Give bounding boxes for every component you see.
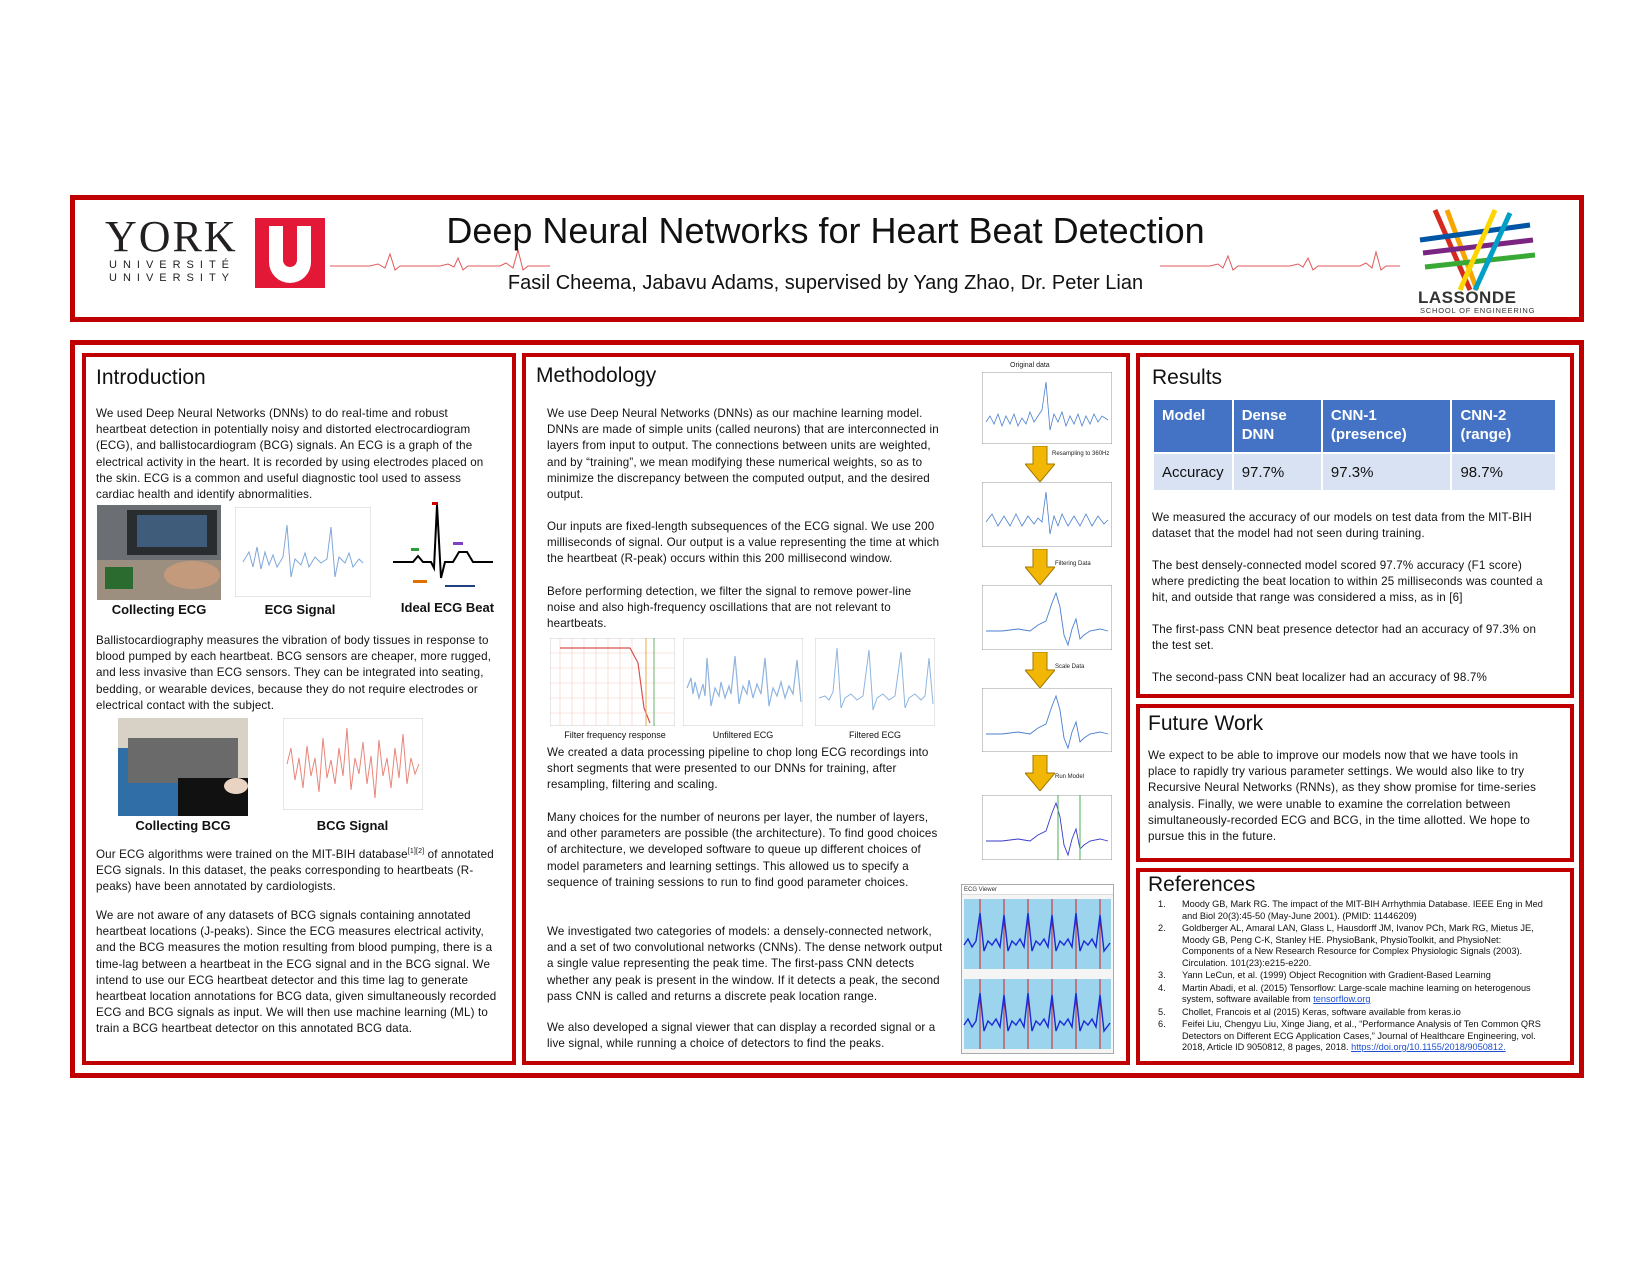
pipeline-plot-resampled (982, 482, 1112, 547)
reference-text: Feifei Liu, Chengyu Liu, Xinge Jiang, et al., “Performance Analysis of Ten Common QRS Detectors on Different ECG Application Cases,” Journal of Healthcare Engineering, vol. 2018, Article ID 9050812, 8 pages, 2018. (1182, 1019, 1541, 1052)
reference-text: Moody GB, Mark RG. The impact of the MIT-BIH Arrhythmia Database. IEEE Eng in Med and Biol 20(3):45-50 (May-June 2001). (PMID: 11446209) (1182, 899, 1543, 921)
pipeline-plot-original (982, 372, 1112, 444)
pipeline-label-resample: Resampling to 360Hz (1052, 451, 1110, 457)
filtered-ecg-plot (815, 638, 935, 726)
york-logo-sub-en: UNIVERSITY (109, 272, 236, 284)
caption-filtered-ecg: Filtered ECG (848, 730, 901, 740)
caption-filter-frequency-response: Filter frequency response (564, 730, 666, 740)
p3-citation: [1][2] (407, 848, 425, 855)
caption-collecting-bcg: Collecting BCG (135, 818, 231, 833)
reference-item (1150, 970, 1550, 982)
results-paragraph-4: The second-pass CNN beat localizer had an accuracy of 98.7% (1152, 671, 1487, 684)
photo-collecting-bcg (118, 718, 248, 816)
caption-unfiltered-ecg: Unfiltered ECG (712, 730, 774, 740)
ecg-viewer-plots (962, 895, 1113, 1053)
poster-authors: Fasil Cheema, Jabavu Adams, supervised by Yang Zhao, Dr. Peter Lian (507, 272, 1144, 294)
reference-number: 1. (1158, 899, 1166, 909)
methodology-title: Methodology (536, 364, 657, 387)
future-work-title: Future Work (1148, 712, 1264, 735)
results-table-cell: Accuracy (1154, 454, 1232, 490)
pipeline-label-scale: Scale Data (1055, 664, 1085, 670)
methodology-paragraph-6: We investigated two categories of models: a densely-connected network, and a set of two convolutional networks (CNNs). The dense network output a single value representing the peak time. The first-pass CNN detects whether any peak is present in the window. If it detects a peak, the second pass CNN is called and returns a discrete peak location range. (547, 925, 943, 1003)
methodology-paragraph-7: We also developed a signal viewer that can display a recorded signal or a live signal, while running a choice of detectors to find the peaks. (547, 1021, 936, 1051)
pipeline-label-run-model: Run Model (1055, 774, 1085, 780)
p3-text-a: Our ECG algorithms were trained on the MIT-BIH database (96, 847, 408, 861)
caption-ecg-signal: ECG Signal (264, 602, 336, 617)
results-table-row (1154, 454, 1555, 490)
pipeline-plot-filtered (982, 585, 1112, 650)
reference-number: 4. (1158, 982, 1166, 993)
methodology-paragraph-1: We use Deep Neural Networks (DNNs) as our machine learning model. DNNs are made of simple units (called neurons) that are interconnected in layers from input to output. The connections between units are weighted, and by “training”, we mean modifying these numerical weights, so as to minimize the discrepancy between the computed output, and the desired output. (547, 407, 939, 502)
reference-item (1150, 923, 1550, 969)
introduction-paragraph-4: We are not aware of any datasets of BCG signals containing annotated heartbeat locations (J-peaks). Since the ECG measures electrical activity, and the BCG measures the motion resulting from blood pumping, there is a time-lag between a heartbeat in the ECG signal and in the BCG signal. We intend to use our ECG heartbeat detector and this time lag to generate heartbeat location annotations for BCG data, given simultaneously recorded ECG and BCG signals as input. We will then use machine learning (ML) to train a BCG heartbeat detector on this annotated BCG data. (96, 909, 497, 1036)
results-table-cell: 97.3% (1323, 454, 1451, 490)
results-table-header: CNN-1 (presence) (1323, 400, 1451, 452)
methodology-paragraph-5: Many choices for the number of neurons per layer, the number of layers, and other parameters are possible (the architecture). To find good choices of architecture, we developed software to queue up different choices of model parameters and learning settings. This allowed us to specify a sequence of training sessions to run to find good parameter choices. (547, 811, 938, 889)
caption-ideal-ecg-beat: Ideal ECG Beat (400, 600, 495, 615)
reference-link-doi[interactable]: https://doi.org/10.1155/2018/9050812. (1351, 1042, 1506, 1052)
methodology-paragraph-2: Our inputs are fixed-length subsequences of the ECG signal. We use 200 milliseconds of signal. Our output is a value representing the time at which the heartbeat (R-peak) occurs within this 200 millisecond window. (547, 520, 940, 566)
results-title: Results (1152, 366, 1223, 389)
lassonde-logo-sub: SCHOOL OF ENGINEERING (1420, 306, 1536, 315)
reference-item (1150, 899, 1550, 922)
bcg-signal-plot (283, 718, 423, 810)
caption-bcg-signal: BCG Signal (316, 818, 389, 833)
reference-item (1150, 983, 1550, 1006)
reference-text: Goldberger AL, Amaral LAN, Glass L, Hausdorff JM, Ivanov PCh, Mark RG, Mietus JE, Moody GB, Peng C-K, Stanley HE. PhysioBank, PhysioToolkit, and PhysioNet: Components of a New Research Resource for Complex Physiologic Signals (2003). Circulation. 101(23):e215-e220. (1182, 923, 1534, 968)
poster-title: Deep Neural Networks for Heart Beat Detection (446, 210, 1205, 251)
ideal-ecg-beat-diagram (393, 500, 493, 595)
introduction-paragraph-3 (96, 844, 504, 895)
pipeline-arrow-down-icon (1025, 446, 1055, 482)
pipeline-arrow-down-icon (1025, 652, 1055, 688)
pipeline-plot-model-output (982, 795, 1112, 860)
ecg-viewer-window[interactable] (961, 884, 1114, 1054)
results-table-header: Dense DNN (1234, 400, 1321, 452)
introduction-paragraph-2: Ballistocardiography measures the vibration of body tissues in response to blood pumped by each heartbeat. BCG sensors are cheaper, more rugged, and less invasive than ECG sensors. They can be integrated into seating, bedding, or wearable devices, because they do not require electrodes or electrical contact with the subject. (96, 634, 492, 712)
methodology-paragraph-4: We created a data processing pipeline to chop long ECG recordings into short segments that were presented to our DNNs for training, after resampling, filtering and scaling. (547, 746, 929, 792)
p3-text-b: of annotated ECG signals. In this dataset, the peaks corresponding to heartbeats (R-peaks) have been annotated by cardiologists. (96, 847, 494, 894)
results-table (1152, 398, 1557, 492)
reference-item (1150, 1007, 1550, 1019)
reference-text: Chollet, Francois et al (2015) Keras, software available from keras.io (1182, 1006, 1461, 1017)
caption-collecting-ecg: Collecting ECG (111, 602, 207, 617)
pipeline-label-original: Original data (1010, 362, 1050, 369)
filter-frequency-response-plot (550, 638, 675, 726)
pipeline-plot-scaled (982, 688, 1112, 752)
reference-number: 5. (1158, 1006, 1166, 1017)
reference-number: 6. (1158, 1019, 1166, 1029)
results-paragraph-3: The first-pass CNN beat presence detector had an accuracy of 97.3% on the test set. (1152, 623, 1537, 653)
results-table-cell: 98.7% (1452, 454, 1555, 490)
ecg-viewer-title: ECG Viewer (962, 885, 1113, 895)
lassonde-logo-name: LASSONDE (1418, 288, 1517, 307)
references-title: References (1148, 873, 1256, 896)
results-paragraph-1: We measured the accuracy of our models on test data from the MIT-BIH dataset that the model had not seen during training. (1152, 511, 1532, 541)
reference-link-tensorflow[interactable]: tensorflow.org (1313, 994, 1371, 1004)
introduction-title: Introduction (96, 366, 206, 389)
results-table-header-row (1154, 400, 1555, 452)
photo-collecting-ecg (97, 505, 221, 600)
pipeline-label-filter: Filtering Data (1055, 561, 1091, 567)
reference-number: 3. (1158, 970, 1166, 980)
references-list (1150, 899, 1550, 1055)
ecg-signal-plot (235, 507, 371, 597)
reference-item (1150, 1019, 1550, 1054)
introduction-paragraph-1: We used Deep Neural Networks (DNNs) to do real-time and robust heartbeat detection in potentially noisy and distorted electrocardiogram (ECG), and ballistocardiogram (BCG) signals. An ECG is a graph of the electrical activity in the heart. It is recorded by using electrodes placed on the skin. ECG is a common and useful diagnostic tool used to assess cardiac health and identify abnormalities. (96, 407, 484, 502)
pipeline-arrow-down-icon (1025, 755, 1055, 791)
results-paragraph-2: The best densely-connected model scored 97.7% accuracy (F1 score) where predicting the beat location to within 25 milliseconds was counted a hit, and outside that range was considered a miss, as in [6] (1152, 559, 1543, 605)
results-table-cell: 97.7% (1234, 454, 1321, 490)
unfiltered-ecg-plot (683, 638, 803, 726)
reference-text: Yann LeCun, et al. (1999) Object Recognition with Gradient-Based Learning (1182, 970, 1491, 980)
york-logo-sub-fr: UNIVERSITÉ (109, 259, 236, 271)
results-table-header: CNN-2 (range) (1452, 400, 1555, 452)
pipeline-arrow-down-icon (1025, 549, 1055, 585)
methodology-paragraph-3: Before performing detection, we filter the signal to remove power-line noise and also high-frequency oscillations that are not relevant to heartbeats. (547, 585, 912, 631)
results-table-header: Model (1154, 400, 1232, 452)
reference-text: Martin Abadi, et al. (2015) Tensorflow: Large-scale machine learning on heterogenous system, software available from (1182, 982, 1531, 1004)
future-work-paragraph: We expect to be able to improve our models now that we have tools in place to rapidly try various parameter settings. We would also like to try Recursive Neural Networks (RNNs), as they show promise for time-series analysis. Finally, we were unable to examine the correlation between simultaneously-recorded ECG and BCG, in the time allotted. We hope to pursue this in the future. (1148, 749, 1537, 844)
york-logo-word: YORK (105, 212, 238, 261)
reference-number: 2. (1158, 923, 1166, 933)
